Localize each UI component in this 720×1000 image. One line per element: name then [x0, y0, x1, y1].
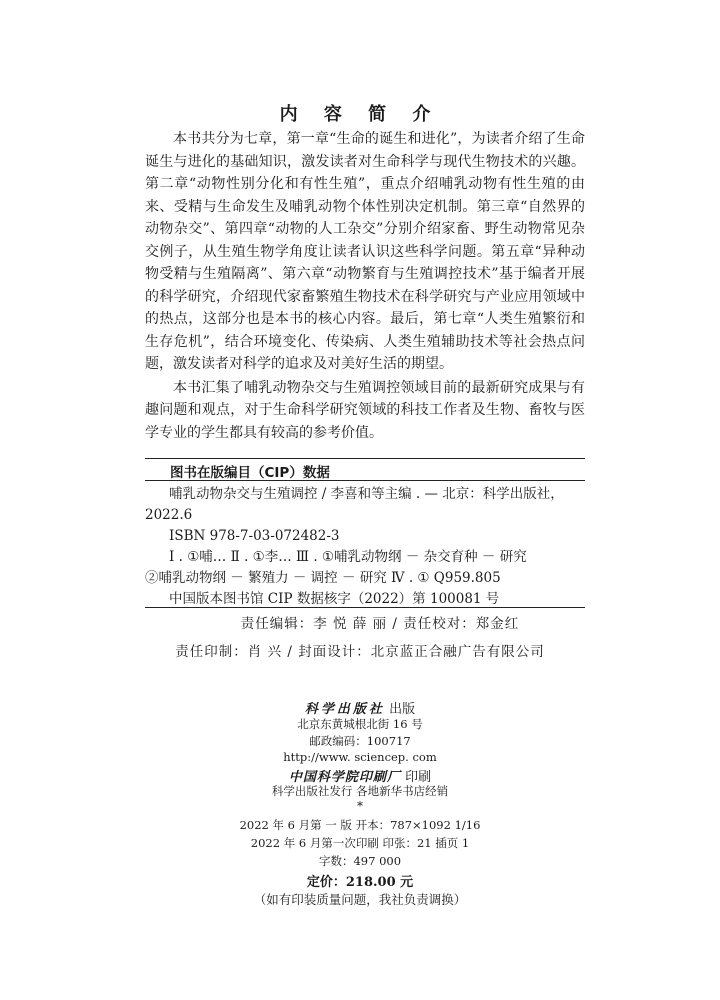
publisher-url: http://www. sciencep. com: [283, 750, 437, 764]
printer-name: 中国科学院印刷厂: [288, 770, 401, 785]
publisher-postcode: 邮政编码：100717: [309, 734, 411, 748]
separator-star: *: [357, 799, 363, 813]
cip-top-rule: [145, 458, 585, 459]
intro-paragraph: 本书共分为七章，第一章“生命的诞生和进化”，为读者介绍了生命诞生与进化的基础知识，激发读者对生命科学与现代生物技术的兴趣。第二章“动物性别分化和有性生殖”，重点介绍哺乳动物有性生殖的由来、受精与生命发生及哺乳动物个体性别决定机制。第三章“自然界的动物杂交”、第四章“动物的人工杂交”分别介绍家畜、野生动物常见杂交例子，从生殖生物学角度让读者认识这些科学问题。第五章“异种动物受精与生殖隔离”、第六章“动物繁育与生殖调控技术”基于编者开展的科学研究，介绍现代家畜繁殖生物技术在科学研究与产业应用领域中的热点，这部分也是本书的核心内容。最后，第七章“人类生殖繁衍和生存危机”，结合环境变化、传染病、人类生殖辅助技术等社会热点问题，激发读者对科学的追求及对美好生活的期望。: [145, 131, 585, 372]
price: 定价：218.00 元: [306, 875, 414, 890]
page-title: 内 容 简 介: [279, 104, 441, 125]
word-count: 字数：497 000: [318, 854, 402, 868]
publisher-line: [0, 698, 720, 717]
editor-credits: 责任编辑：李 悦 薛 丽 / 责任校对：郑金红: [240, 616, 520, 632]
publisher-name: 科学出版社: [304, 702, 385, 717]
cip-heading: 图书在版编目（CIP）数据: [170, 465, 330, 481]
cip-mid-rule: [145, 480, 585, 481]
cip-date-line: 2022.6: [145, 507, 193, 523]
cip-record-number: 中国版本图书馆 CIP 数据核字（2022）第 100081 号: [169, 591, 500, 607]
publisher-address: 北京东黄城根北街 16 号: [297, 717, 423, 731]
cip-bottom-rule: [145, 607, 585, 608]
introduction: [145, 128, 585, 445]
printing-line: 2022 年 6 月第一次印刷 印张：21 插页 1: [250, 836, 470, 850]
cip-data: [145, 484, 585, 610]
publisher-action: 出版: [389, 702, 416, 717]
printer-action: 印刷: [405, 770, 432, 785]
cip-classification-2: ②哺乳动物纲 － 繁殖力 － 调控 － 研究 Ⅳ . ① Q959.805: [145, 570, 501, 586]
distribution-line: 科学出版社发行 各地新华书店经销: [271, 784, 449, 798]
intro-paragraph: 本书汇集了哺乳动物杂交与生殖调控领域目前的最新研究成果与有趣问题和观点，对于生命科学研究领域的科技工作者及生物、畜牧与医学专业的学生都具有较高的参考价值。: [145, 379, 585, 441]
production-credits: 责任印制：肖 兴 / 封面设计：北京蓝正合融广告有限公司: [175, 644, 545, 660]
cip-classification-1: Ⅰ . ①哺… Ⅱ . ①李… Ⅲ . ①哺乳动物纲 － 杂交育种 － 研究: [169, 549, 527, 565]
edition-line: 2022 年 6 月第 一 版 开本：787×1092 1/16: [239, 818, 481, 832]
cip-isbn: ISBN 978-7-03-072482-3: [169, 528, 340, 544]
quality-notice: （如有印装质量问题，我社负责调换）: [253, 892, 467, 907]
cip-title-line: 哺乳动物杂交与生殖调控 / 李喜和等主编 . — 北京：科学出版社，: [169, 486, 564, 502]
